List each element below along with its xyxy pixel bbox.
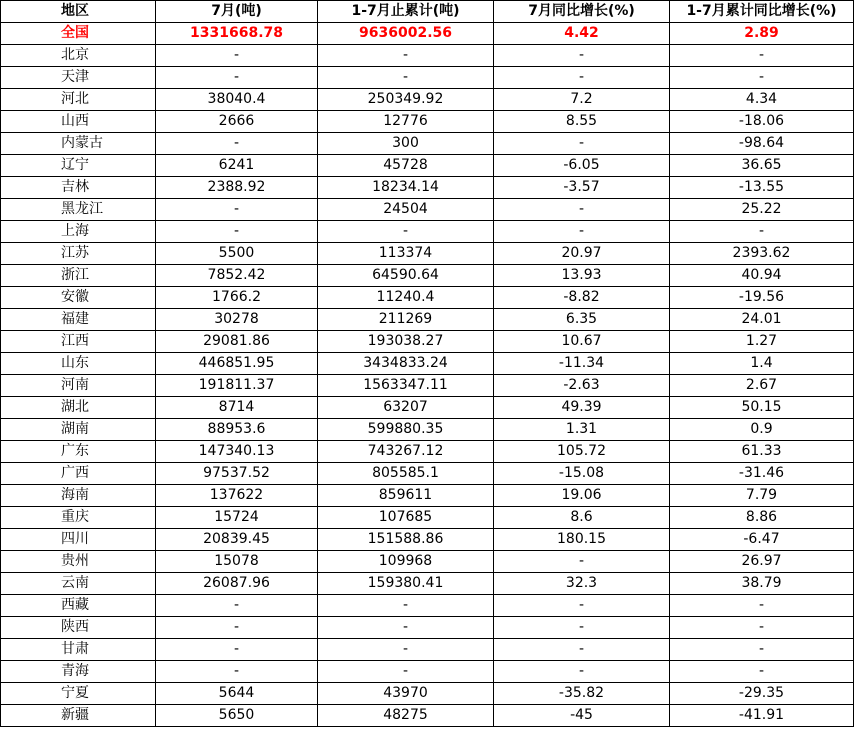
cell-cumulative-growth: 7.79 bbox=[670, 485, 854, 507]
cell-cumulative-growth: 26.97 bbox=[670, 551, 854, 573]
cell-july: 15078 bbox=[156, 551, 318, 573]
cell-region: 天津 bbox=[1, 67, 156, 89]
cell-july-growth: - bbox=[494, 133, 670, 155]
cell-cumulative-growth: -31.46 bbox=[670, 463, 854, 485]
table-row bbox=[1, 573, 854, 595]
cell-cumulative: 159380.41 bbox=[318, 573, 494, 595]
table-row bbox=[1, 265, 854, 287]
table-row bbox=[1, 639, 854, 661]
cell-july: 5644 bbox=[156, 683, 318, 705]
national-cumulative: 9636002.56 bbox=[318, 23, 494, 45]
cell-cumulative: - bbox=[318, 617, 494, 639]
cell-cumulative: 250349.92 bbox=[318, 89, 494, 111]
cell-cumulative: 48275 bbox=[318, 705, 494, 727]
cell-july: 6241 bbox=[156, 155, 318, 177]
cell-july: 446851.95 bbox=[156, 353, 318, 375]
cell-july-growth: 8.55 bbox=[494, 111, 670, 133]
national-july: 1331668.78 bbox=[156, 23, 318, 45]
table-row bbox=[1, 529, 854, 551]
cell-cumulative: 64590.64 bbox=[318, 265, 494, 287]
table-row bbox=[1, 705, 854, 727]
table-row bbox=[1, 199, 854, 221]
cell-july-growth: - bbox=[494, 67, 670, 89]
cell-cumulative: 300 bbox=[318, 133, 494, 155]
cell-cumulative-growth: -98.64 bbox=[670, 133, 854, 155]
cell-july: 1766.2 bbox=[156, 287, 318, 309]
cell-july: - bbox=[156, 617, 318, 639]
table-row bbox=[1, 309, 854, 331]
cell-cumulative: 107685 bbox=[318, 507, 494, 529]
cell-cumulative: - bbox=[318, 67, 494, 89]
cell-cumulative-growth: 40.94 bbox=[670, 265, 854, 287]
cell-july-growth: 20.97 bbox=[494, 243, 670, 265]
cell-region: 山东 bbox=[1, 353, 156, 375]
cell-july: 88953.6 bbox=[156, 419, 318, 441]
cell-july: 7852.42 bbox=[156, 265, 318, 287]
cell-region: 江苏 bbox=[1, 243, 156, 265]
cell-region: 内蒙古 bbox=[1, 133, 156, 155]
header-july-growth: 7月同比增长(%) bbox=[494, 1, 670, 23]
header-july: 7月(吨) bbox=[156, 1, 318, 23]
cell-cumulative: 24504 bbox=[318, 199, 494, 221]
cell-july: 15724 bbox=[156, 507, 318, 529]
national-cumulative-growth: 2.89 bbox=[670, 23, 854, 45]
cell-cumulative-growth: - bbox=[670, 45, 854, 67]
cell-region: 江西 bbox=[1, 331, 156, 353]
cell-region: 陕西 bbox=[1, 617, 156, 639]
cell-cumulative: 1563347.11 bbox=[318, 375, 494, 397]
cell-region: 黑龙江 bbox=[1, 199, 156, 221]
cell-july-growth: 105.72 bbox=[494, 441, 670, 463]
cell-cumulative-growth: - bbox=[670, 221, 854, 243]
cell-region: 宁夏 bbox=[1, 683, 156, 705]
cell-cumulative: 805585.1 bbox=[318, 463, 494, 485]
cell-cumulative-growth: 8.86 bbox=[670, 507, 854, 529]
cell-cumulative-growth: 50.15 bbox=[670, 397, 854, 419]
cell-cumulative-growth: -41.91 bbox=[670, 705, 854, 727]
cell-cumulative: 211269 bbox=[318, 309, 494, 331]
cell-july-growth: -8.82 bbox=[494, 287, 670, 309]
cell-cumulative-growth: 1.27 bbox=[670, 331, 854, 353]
cell-july-growth: -35.82 bbox=[494, 683, 670, 705]
cell-july-growth: - bbox=[494, 221, 670, 243]
cell-july: 2666 bbox=[156, 111, 318, 133]
table-row bbox=[1, 617, 854, 639]
cell-july-growth: 1.31 bbox=[494, 419, 670, 441]
cell-cumulative-growth: - bbox=[670, 595, 854, 617]
cell-july-growth: -15.08 bbox=[494, 463, 670, 485]
cell-cumulative: - bbox=[318, 595, 494, 617]
cell-july: 191811.37 bbox=[156, 375, 318, 397]
cell-july: 8714 bbox=[156, 397, 318, 419]
cell-july: 38040.4 bbox=[156, 89, 318, 111]
cell-cumulative: 11240.4 bbox=[318, 287, 494, 309]
cell-july-growth: - bbox=[494, 551, 670, 573]
table-row bbox=[1, 353, 854, 375]
cell-cumulative-growth: 2393.62 bbox=[670, 243, 854, 265]
cell-july: - bbox=[156, 221, 318, 243]
cell-july-growth: 13.93 bbox=[494, 265, 670, 287]
cell-cumulative-growth: - bbox=[670, 661, 854, 683]
cell-cumulative: 109968 bbox=[318, 551, 494, 573]
cell-july-growth: 10.67 bbox=[494, 331, 670, 353]
cell-region: 上海 bbox=[1, 221, 156, 243]
table-row bbox=[1, 287, 854, 309]
table-row bbox=[1, 133, 854, 155]
cell-cumulative-growth: 0.9 bbox=[670, 419, 854, 441]
cell-july: 29081.86 bbox=[156, 331, 318, 353]
cell-july-growth: 7.2 bbox=[494, 89, 670, 111]
cell-cumulative: - bbox=[318, 45, 494, 67]
cell-july: 26087.96 bbox=[156, 573, 318, 595]
cell-cumulative: 18234.14 bbox=[318, 177, 494, 199]
cell-cumulative: 859611 bbox=[318, 485, 494, 507]
cell-july-growth: - bbox=[494, 639, 670, 661]
cell-july: 2388.92 bbox=[156, 177, 318, 199]
national-region: 全国 bbox=[1, 23, 156, 45]
cell-cumulative-growth: - bbox=[670, 617, 854, 639]
table-row bbox=[1, 67, 854, 89]
cell-region: 北京 bbox=[1, 45, 156, 67]
cell-region: 广东 bbox=[1, 441, 156, 463]
table-row bbox=[1, 45, 854, 67]
table-row bbox=[1, 89, 854, 111]
cell-cumulative: - bbox=[318, 661, 494, 683]
cell-region: 四川 bbox=[1, 529, 156, 551]
cell-cumulative: 599880.35 bbox=[318, 419, 494, 441]
table-row bbox=[1, 441, 854, 463]
cell-cumulative-growth: 24.01 bbox=[670, 309, 854, 331]
cell-cumulative-growth: -13.55 bbox=[670, 177, 854, 199]
cell-july-growth: - bbox=[494, 595, 670, 617]
cell-july: - bbox=[156, 595, 318, 617]
cell-region: 广西 bbox=[1, 463, 156, 485]
cell-cumulative: - bbox=[318, 639, 494, 661]
cell-cumulative: 12776 bbox=[318, 111, 494, 133]
cell-cumulative-growth: -6.47 bbox=[670, 529, 854, 551]
cell-july-growth: -45 bbox=[494, 705, 670, 727]
cell-cumulative-growth: -19.56 bbox=[670, 287, 854, 309]
table-row bbox=[1, 155, 854, 177]
cell-region: 浙江 bbox=[1, 265, 156, 287]
cell-july: 5500 bbox=[156, 243, 318, 265]
cell-july-growth: -11.34 bbox=[494, 353, 670, 375]
cell-july-growth: - bbox=[494, 199, 670, 221]
header-cumulative-growth: 1-7月累计同比增长(%) bbox=[670, 1, 854, 23]
cell-region: 河南 bbox=[1, 375, 156, 397]
cell-region: 海南 bbox=[1, 485, 156, 507]
cell-cumulative-growth: 1.4 bbox=[670, 353, 854, 375]
cell-july: - bbox=[156, 67, 318, 89]
header-cumulative: 1-7月止累计(吨) bbox=[318, 1, 494, 23]
cell-cumulative: 743267.12 bbox=[318, 441, 494, 463]
table-row bbox=[1, 419, 854, 441]
cell-july-growth: - bbox=[494, 45, 670, 67]
cell-cumulative-growth: -18.06 bbox=[670, 111, 854, 133]
cell-region: 吉林 bbox=[1, 177, 156, 199]
table-row bbox=[1, 397, 854, 419]
table-row bbox=[1, 507, 854, 529]
cell-cumulative: 63207 bbox=[318, 397, 494, 419]
cell-region: 贵州 bbox=[1, 551, 156, 573]
cell-july: - bbox=[156, 199, 318, 221]
cell-july: 20839.45 bbox=[156, 529, 318, 551]
cell-region: 辽宁 bbox=[1, 155, 156, 177]
cell-july-growth: 49.39 bbox=[494, 397, 670, 419]
table-row bbox=[1, 661, 854, 683]
cell-cumulative-growth: 61.33 bbox=[670, 441, 854, 463]
cell-july: 97537.52 bbox=[156, 463, 318, 485]
cell-july-growth: - bbox=[494, 617, 670, 639]
national-row bbox=[1, 23, 854, 45]
cell-july-growth: 19.06 bbox=[494, 485, 670, 507]
cell-region: 云南 bbox=[1, 573, 156, 595]
header-row bbox=[1, 1, 854, 23]
cell-cumulative: 113374 bbox=[318, 243, 494, 265]
cell-region: 甘肃 bbox=[1, 639, 156, 661]
cell-region: 西藏 bbox=[1, 595, 156, 617]
cell-july-growth: 6.35 bbox=[494, 309, 670, 331]
cell-july: 30278 bbox=[156, 309, 318, 331]
table-row bbox=[1, 683, 854, 705]
table-row bbox=[1, 111, 854, 133]
cell-region: 福建 bbox=[1, 309, 156, 331]
cell-july: 5650 bbox=[156, 705, 318, 727]
table-row bbox=[1, 551, 854, 573]
table-row bbox=[1, 221, 854, 243]
cell-cumulative-growth: - bbox=[670, 639, 854, 661]
cell-cumulative-growth: -29.35 bbox=[670, 683, 854, 705]
cell-july-growth: -3.57 bbox=[494, 177, 670, 199]
cell-july-growth: 180.15 bbox=[494, 529, 670, 551]
cell-cumulative-growth: 2.67 bbox=[670, 375, 854, 397]
cell-cumulative: 45728 bbox=[318, 155, 494, 177]
cell-cumulative: 43970 bbox=[318, 683, 494, 705]
cell-region: 湖南 bbox=[1, 419, 156, 441]
cell-july: - bbox=[156, 45, 318, 67]
cell-july-growth: 32.3 bbox=[494, 573, 670, 595]
cell-cumulative-growth: 38.79 bbox=[670, 573, 854, 595]
cell-cumulative: - bbox=[318, 221, 494, 243]
cell-july-growth: -6.05 bbox=[494, 155, 670, 177]
cell-region: 山西 bbox=[1, 111, 156, 133]
cell-july: 147340.13 bbox=[156, 441, 318, 463]
cell-region: 湖北 bbox=[1, 397, 156, 419]
table-row bbox=[1, 375, 854, 397]
table-row bbox=[1, 463, 854, 485]
cell-cumulative: 193038.27 bbox=[318, 331, 494, 353]
cell-july-growth: - bbox=[494, 661, 670, 683]
cell-july: - bbox=[156, 133, 318, 155]
cell-cumulative-growth: 25.22 bbox=[670, 199, 854, 221]
cell-cumulative: 151588.86 bbox=[318, 529, 494, 551]
cell-july: - bbox=[156, 661, 318, 683]
cell-cumulative-growth: 36.65 bbox=[670, 155, 854, 177]
table-row bbox=[1, 243, 854, 265]
cell-cumulative: 3434833.24 bbox=[318, 353, 494, 375]
cell-region: 安徽 bbox=[1, 287, 156, 309]
cell-july: 137622 bbox=[156, 485, 318, 507]
header-region: 地区 bbox=[1, 1, 156, 23]
cell-region: 青海 bbox=[1, 661, 156, 683]
cell-region: 河北 bbox=[1, 89, 156, 111]
cell-region: 新疆 bbox=[1, 705, 156, 727]
cell-cumulative-growth: 4.34 bbox=[670, 89, 854, 111]
cell-cumulative-growth: - bbox=[670, 67, 854, 89]
table-row bbox=[1, 595, 854, 617]
table-row bbox=[1, 177, 854, 199]
cell-july-growth: 8.6 bbox=[494, 507, 670, 529]
cell-july: - bbox=[156, 639, 318, 661]
table-row bbox=[1, 331, 854, 353]
cell-region: 重庆 bbox=[1, 507, 156, 529]
national-july-growth: 4.42 bbox=[494, 23, 670, 45]
table-row bbox=[1, 485, 854, 507]
cell-july-growth: -2.63 bbox=[494, 375, 670, 397]
